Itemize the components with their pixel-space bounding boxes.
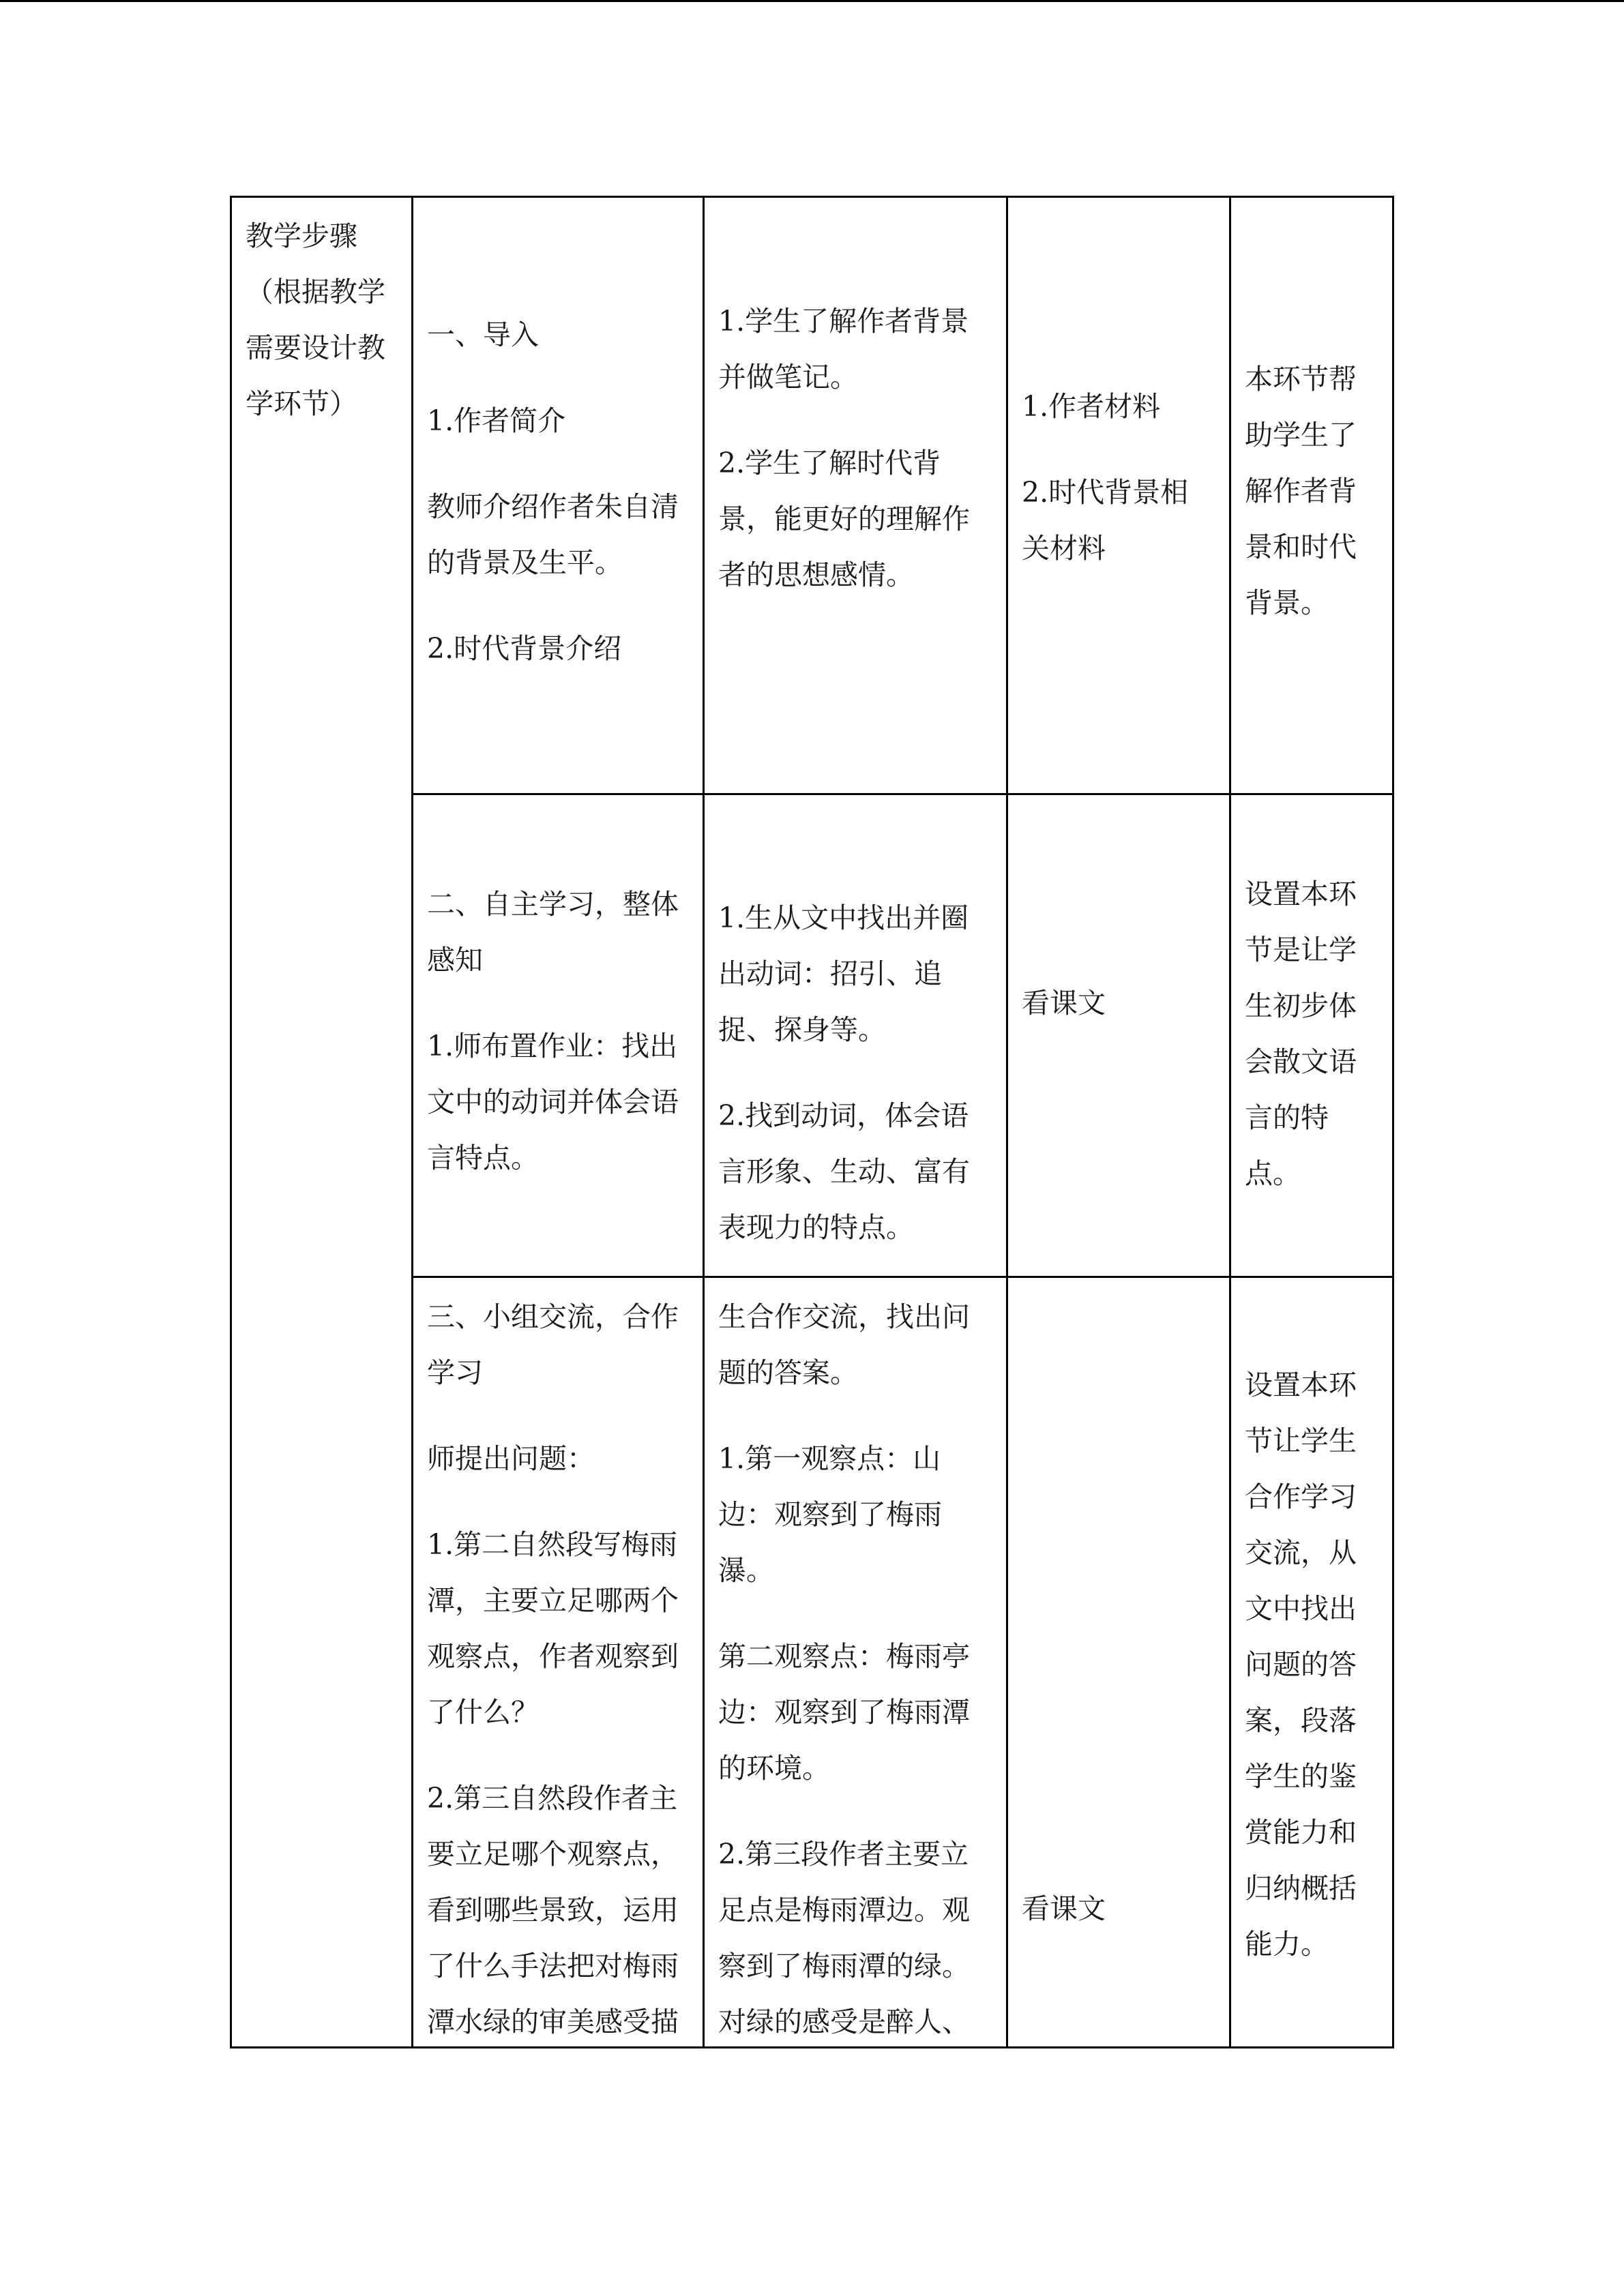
- cell-line: 点。: [1245, 1157, 1301, 1190]
- cell-line: 会散文语: [1245, 1045, 1357, 1078]
- cell-line: 的背景及生平。: [427, 546, 623, 579]
- table-column-divider: [703, 196, 705, 2048]
- cell-line: 了什么手法把对梅雨: [427, 1950, 679, 1982]
- cell-line: 赏能力和: [1245, 1816, 1357, 1849]
- cell-line: 本环节帮: [1245, 363, 1357, 396]
- cell-line: 2.第三自然段作者主: [427, 1782, 678, 1815]
- cell-line: 看课文: [1022, 987, 1106, 1019]
- cell-line: 生初步体: [1245, 989, 1357, 1022]
- cell-line: 言形象、生动、富有: [718, 1155, 970, 1188]
- cell-line: 问题的答: [1245, 1648, 1357, 1681]
- cell-line: 交流，从: [1245, 1536, 1357, 1569]
- cell-line: 并做笔记。: [718, 361, 858, 393]
- table-column-divider: [1006, 196, 1008, 2048]
- cell-line: 潭，主要立足哪两个: [427, 1584, 679, 1617]
- cell-line: 师提出问题：: [427, 1442, 595, 1475]
- table-row-divider: [411, 1276, 1394, 1278]
- cell-line: 第二观察点：梅雨亭: [718, 1640, 970, 1673]
- row-1-student-cell: [718, 293, 1005, 603]
- header-line: （根据教学: [246, 275, 385, 308]
- cell-line: 1.生从文中找出并圈: [718, 901, 969, 934]
- table-row-divider: [411, 793, 1394, 795]
- cell-line: 1.第一观察点：山: [718, 1442, 941, 1475]
- header-line: 学环节）: [246, 387, 357, 420]
- cell-line: 解作者背: [1245, 475, 1357, 507]
- cell-line: 2.找到动词，体会语: [718, 1099, 969, 1132]
- cell-line: 2.时代背景相: [1022, 476, 1189, 509]
- page-top-border: [0, 0, 1624, 2]
- cell-line: 生合作交流，找出问: [718, 1300, 970, 1333]
- cell-line: 2.学生了解时代背: [718, 447, 941, 479]
- cell-line: 三、小组交流，合作: [427, 1300, 679, 1333]
- cell-line: 学生的鉴: [1245, 1760, 1357, 1793]
- table-border-top: [230, 196, 1394, 198]
- cell-line: 捉、探身等。: [718, 1013, 886, 1046]
- row-2-activity-cell: [427, 876, 700, 1186]
- cell-line: 者的思想感情。: [718, 558, 914, 591]
- cell-line: 文中的动词并体会语: [427, 1086, 679, 1118]
- cell-line: 归纳概括: [1245, 1872, 1357, 1905]
- cell-line: 言特点。: [427, 1142, 539, 1174]
- cell-line: 关材料: [1022, 532, 1106, 565]
- cell-line: 文中找出: [1245, 1592, 1357, 1625]
- cell-line: 1.学生了解作者背景: [718, 305, 969, 338]
- cell-line: 1.师布置作业：找出: [427, 1030, 678, 1062]
- cell-line: 的环境。: [718, 1752, 830, 1785]
- cell-line: 合作学习: [1245, 1480, 1357, 1513]
- cell-line: 景和时代: [1245, 531, 1357, 563]
- cell-line: 设置本环: [1245, 878, 1357, 910]
- cell-line: 1.作者材料: [1022, 390, 1161, 423]
- cell-line: 2.时代背景介绍: [427, 632, 622, 665]
- cell-line: 察到了梅雨潭的绿。: [718, 1950, 970, 1982]
- row-1-activity-cell: [427, 307, 700, 676]
- row-3-activity-cell: [427, 1289, 700, 2050]
- cell-line: 1.第二自然段写梅雨: [427, 1528, 678, 1561]
- cell-line: 要立足哪个观察点，: [427, 1838, 679, 1870]
- header-line: 教学步骤: [246, 220, 357, 252]
- teaching-steps-header-cell: [246, 208, 402, 432]
- cell-line: 瀑。: [718, 1554, 774, 1587]
- cell-line: 看到哪些景致，运用: [427, 1894, 679, 1926]
- cell-line: 景，能更好的理解作: [718, 503, 970, 535]
- cell-line: 案，段落: [1245, 1704, 1357, 1737]
- cell-line: 看课文: [1022, 1892, 1106, 1925]
- cell-line: 二、自主学习，整体: [427, 888, 679, 921]
- cell-line: 题的答案。: [718, 1356, 858, 1389]
- row-3-purpose-cell: [1245, 1357, 1388, 1972]
- cell-line: 能力。: [1245, 1928, 1329, 1960]
- cell-line: 设置本环: [1245, 1369, 1357, 1401]
- cell-line: 了什么？: [427, 1696, 539, 1729]
- cell-line: 出动词：招引、追: [718, 957, 942, 990]
- header-line: 需要设计教: [246, 331, 385, 364]
- table-column-divider: [1229, 196, 1231, 2048]
- cell-line: 边：观察到了梅雨潭: [718, 1696, 970, 1729]
- row-2-purpose-cell: [1245, 866, 1388, 1202]
- cell-line: 对绿的感受是醉人、: [718, 2006, 970, 2038]
- row-3-student-cell: [718, 1289, 1005, 2050]
- cell-line: 助学生了: [1245, 419, 1357, 451]
- cell-line: 观察点，作者观察到: [427, 1640, 679, 1673]
- cell-line: 一、导入: [427, 318, 539, 351]
- row-1-resource-cell: [1022, 378, 1226, 576]
- cell-line: 言的特: [1245, 1101, 1329, 1134]
- cell-line: 感知: [427, 944, 483, 976]
- cell-line: 学习: [427, 1356, 483, 1389]
- cell-line: 表现力的特点。: [718, 1211, 914, 1244]
- table-border-left: [230, 196, 232, 2048]
- cell-line: 足点是梅雨潭边。观: [718, 1894, 970, 1926]
- row-3-resource-cell: [1022, 1881, 1226, 1937]
- table-column-divider: [411, 196, 413, 2048]
- table-border-right: [1392, 196, 1394, 2048]
- cell-line: 潭水绿的审美感受描: [427, 2006, 679, 2038]
- row-2-resource-cell: [1022, 975, 1226, 1031]
- cell-line: 节是让学: [1245, 934, 1357, 966]
- cell-line: 节让学生: [1245, 1425, 1357, 1457]
- row-1-purpose-cell: [1245, 351, 1388, 631]
- row-2-student-cell: [718, 890, 1005, 1255]
- cell-line: 2.第三段作者主要立: [718, 1838, 969, 1870]
- cell-line: 边：观察到了梅雨: [718, 1498, 942, 1531]
- cell-line: 教师介绍作者朱自清: [427, 490, 679, 523]
- cell-line: 背景。: [1245, 586, 1329, 619]
- cell-line: 1.作者简介: [427, 404, 566, 437]
